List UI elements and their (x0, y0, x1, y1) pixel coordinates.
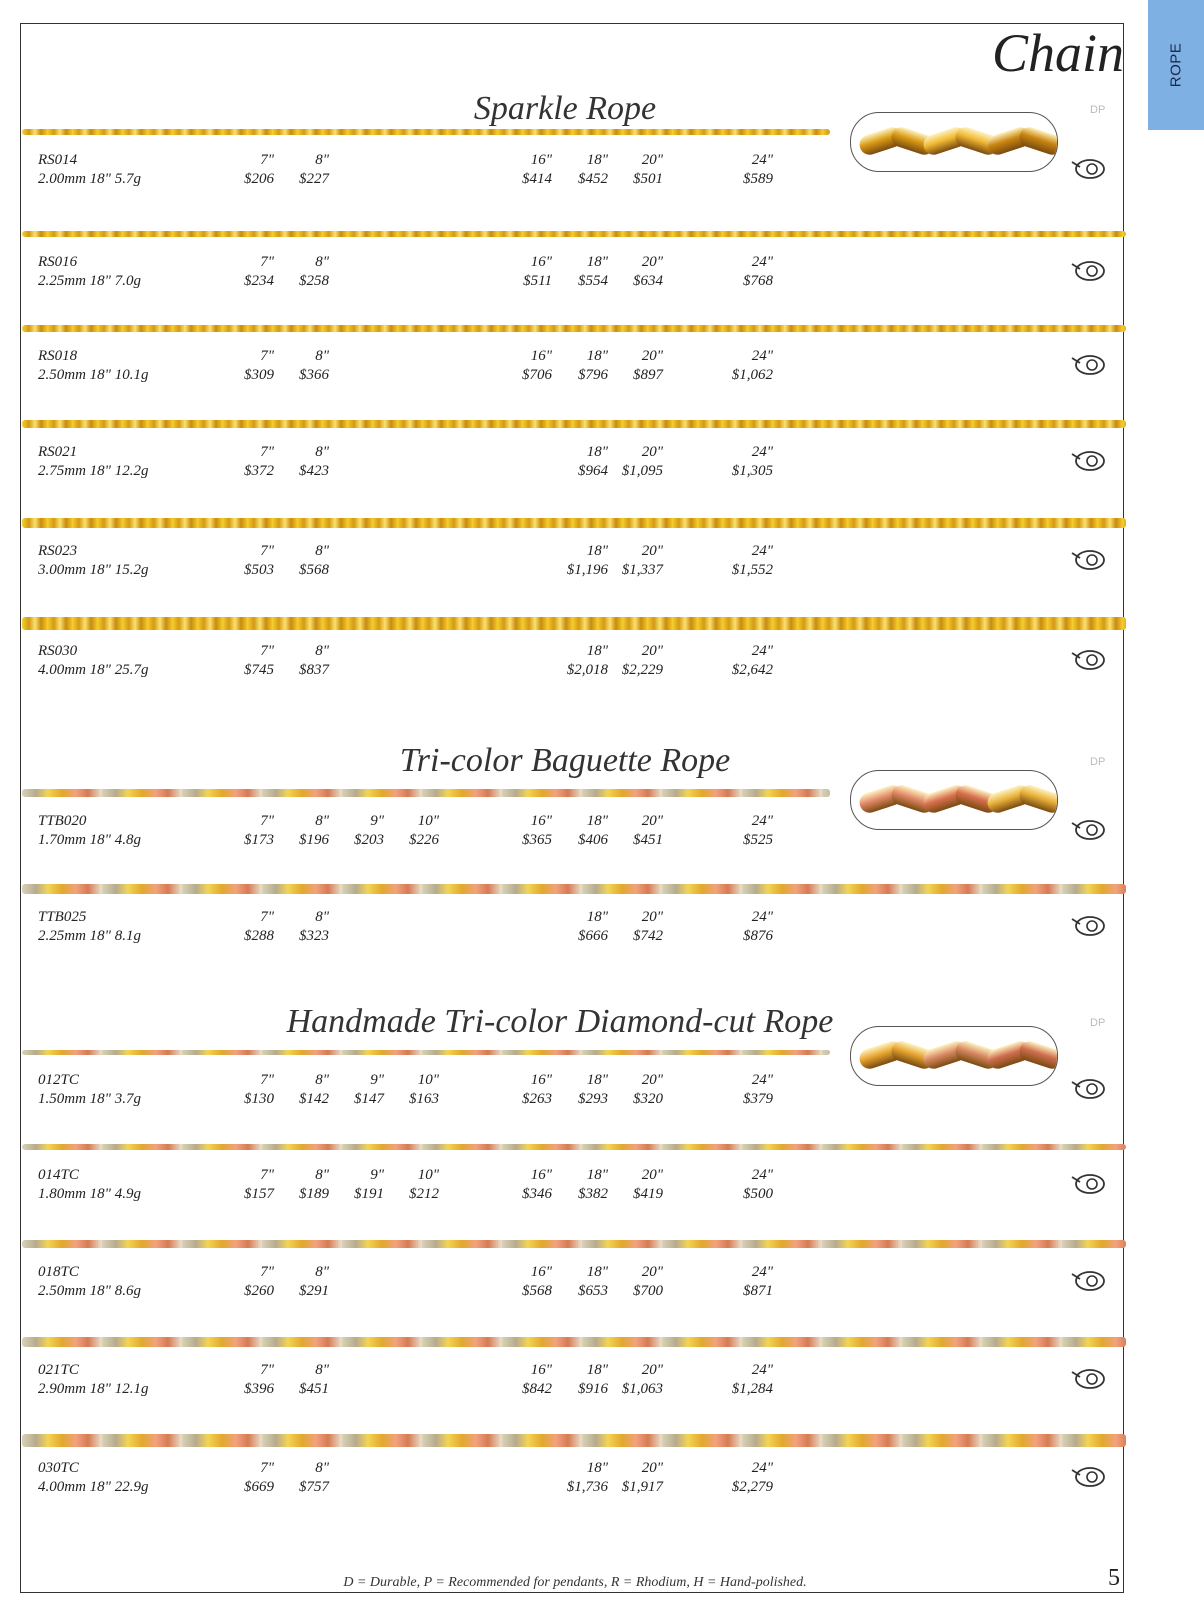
product-spec: 2.25mm 18" 8.1g (38, 928, 141, 944)
length-label: 8" (315, 348, 329, 364)
price-value: $745 (244, 662, 274, 678)
length-label: 18" (586, 152, 608, 168)
price-value: $768 (743, 273, 773, 289)
product-code: RS014 (38, 152, 78, 168)
price-value: $666 (578, 928, 608, 944)
length-label: 24" (751, 813, 773, 829)
length-label: 8" (315, 1460, 329, 1476)
chain-image (22, 420, 1126, 428)
product-code: RS016 (38, 254, 78, 270)
length-label: 20" (641, 813, 663, 829)
length-label: 20" (641, 1167, 663, 1183)
length-label: 20" (641, 152, 663, 168)
chain-image (22, 231, 1126, 237)
price-value: $191 (354, 1186, 384, 1202)
price-value: $323 (299, 928, 329, 944)
length-label: 8" (315, 1167, 329, 1183)
product-spec: 2.00mm 18" 5.7g (38, 171, 141, 187)
price-value: $366 (299, 367, 329, 383)
price-value: $291 (299, 1283, 329, 1299)
price-value: $452 (578, 171, 608, 187)
length-label: 24" (751, 1167, 773, 1183)
price-value: $346 (522, 1186, 552, 1202)
product-spec: 2.50mm 18" 10.1g (38, 367, 149, 383)
section-title: Sparkle Rope (473, 90, 657, 127)
length-label: 18" (586, 813, 608, 829)
price-value: $2,642 (731, 662, 773, 678)
price-value: $501 (633, 171, 663, 187)
price-value: $871 (743, 1283, 773, 1299)
length-label: 18" (586, 1264, 608, 1280)
product-spec: 4.00mm 18" 25.7g (38, 662, 149, 678)
price-value: $2,018 (566, 662, 608, 678)
length-label: 8" (315, 1362, 329, 1378)
product-spec: 4.00mm 18" 22.9g (38, 1479, 149, 1495)
lobster-clasp-icon (1068, 352, 1108, 378)
length-label: 24" (751, 444, 773, 460)
price-value: $589 (743, 171, 773, 187)
lobster-clasp-icon (1068, 817, 1108, 843)
zoom-link (1017, 783, 1058, 816)
price-value: $320 (633, 1091, 663, 1107)
price-value: $293 (578, 1091, 608, 1107)
dp-mark: DP (1090, 756, 1106, 768)
price-value: $897 (633, 367, 663, 383)
price-value: $451 (299, 1381, 329, 1397)
length-label: 20" (641, 1460, 663, 1476)
price-value: $234 (244, 273, 274, 289)
dp-mark: DP (1090, 1017, 1106, 1029)
length-label: 16" (530, 152, 552, 168)
length-label: 20" (641, 254, 663, 270)
length-label: 18" (586, 543, 608, 559)
lobster-clasp-icon (1068, 1171, 1108, 1197)
chain-image (22, 617, 1126, 630)
length-label: 20" (641, 543, 663, 559)
price-value: $511 (523, 273, 552, 289)
price-value: $525 (743, 832, 773, 848)
length-label: 24" (751, 152, 773, 168)
length-label: 16" (530, 348, 552, 364)
length-label: 18" (586, 254, 608, 270)
lobster-clasp-icon (1068, 647, 1108, 673)
lobster-clasp-icon (1068, 1076, 1108, 1102)
price-value: $396 (244, 1381, 274, 1397)
product-spec: 2.75mm 18" 12.2g (38, 463, 149, 479)
dp-mark: DP (1090, 104, 1106, 116)
product-spec: 1.50mm 18" 3.7g (38, 1091, 141, 1107)
product-code: 030TC (38, 1460, 79, 1476)
lobster-clasp-icon (1068, 448, 1108, 474)
price-value: $263 (522, 1091, 552, 1107)
price-value: $130 (244, 1091, 274, 1107)
price-value: $964 (578, 463, 608, 479)
chain-image (22, 1050, 830, 1055)
product-code: 014TC (38, 1167, 79, 1183)
length-label: 7" (260, 1072, 274, 1088)
length-label: 7" (260, 1264, 274, 1280)
price-value: $700 (633, 1283, 663, 1299)
product-code: 021TC (38, 1362, 79, 1378)
price-value: $837 (299, 662, 329, 678)
length-label: 16" (530, 254, 552, 270)
length-label: 16" (530, 1362, 552, 1378)
side-tab-label: ROPE (1167, 42, 1185, 88)
price-value: $1,305 (731, 463, 773, 479)
length-label: 20" (641, 643, 663, 659)
chain-image (22, 518, 1126, 528)
chain-detail-zoom (850, 1026, 1058, 1086)
product-spec: 3.00mm 18" 15.2g (38, 562, 149, 578)
price-value: $451 (633, 832, 663, 848)
price-value: $203 (354, 832, 384, 848)
length-label: 7" (260, 909, 274, 925)
length-label: 8" (315, 152, 329, 168)
product-code: 012TC (38, 1072, 79, 1088)
length-label: 24" (751, 1072, 773, 1088)
price-value: $423 (299, 463, 329, 479)
length-label: 16" (530, 813, 552, 829)
length-label: 18" (586, 1167, 608, 1183)
product-spec: 2.25mm 18" 7.0g (38, 273, 141, 289)
price-value: $2,279 (731, 1479, 773, 1495)
side-tab-rope[interactable] (1148, 0, 1204, 130)
length-label: 24" (751, 543, 773, 559)
price-value: $379 (743, 1091, 773, 1107)
lobster-clasp-icon (1068, 913, 1108, 939)
section-title: Handmade Tri-color Diamond-cut Rope (286, 1003, 834, 1040)
lobster-clasp-icon (1068, 156, 1108, 182)
price-value: $876 (743, 928, 773, 944)
price-value: $147 (354, 1091, 384, 1107)
length-label: 10" (417, 1072, 439, 1088)
price-value: $706 (522, 367, 552, 383)
price-value: $1,736 (566, 1479, 608, 1495)
length-label: 16" (530, 1264, 552, 1280)
product-code: TTB020 (38, 813, 87, 829)
length-label: 20" (641, 1264, 663, 1280)
length-label: 24" (751, 348, 773, 364)
price-value: $669 (244, 1479, 274, 1495)
price-value: $227 (299, 171, 329, 187)
length-label: 7" (260, 348, 274, 364)
length-label: 18" (586, 643, 608, 659)
footnote: D = Durable, P = Recommended for pendants, R = Rhodium, H = Hand-polished. (343, 1575, 807, 1590)
price-value: $365 (522, 832, 552, 848)
price-value: $2,229 (621, 662, 663, 678)
page-title: Chain (991, 23, 1124, 83)
price-value: $757 (299, 1479, 329, 1495)
length-label: 8" (315, 444, 329, 460)
zoom-link (1017, 1039, 1058, 1072)
price-value: $554 (578, 273, 608, 289)
length-label: 20" (641, 444, 663, 460)
price-value: $796 (578, 367, 608, 383)
length-label: 7" (260, 254, 274, 270)
price-value: $1,095 (621, 463, 663, 479)
price-value: $742 (633, 928, 663, 944)
length-label: 24" (751, 1362, 773, 1378)
length-label: 20" (641, 1362, 663, 1378)
chain-detail-zoom (850, 112, 1058, 172)
product-code: RS018 (38, 348, 78, 364)
length-label: 10" (417, 813, 439, 829)
length-label: 18" (586, 909, 608, 925)
price-value: $142 (299, 1091, 329, 1107)
price-value: $568 (522, 1283, 552, 1299)
chain-detail-zoom (850, 770, 1058, 830)
product-spec: 2.50mm 18" 8.6g (38, 1283, 141, 1299)
length-label: 18" (586, 444, 608, 460)
length-label: 24" (751, 1264, 773, 1280)
price-value: $157 (244, 1186, 274, 1202)
length-label: 24" (751, 254, 773, 270)
chain-image (22, 1240, 1126, 1248)
price-value: $1,196 (566, 562, 608, 578)
price-value: $406 (578, 832, 608, 848)
length-label: 18" (586, 1362, 608, 1378)
section-title: Tri-color Baguette Rope (399, 742, 731, 779)
length-label: 9" (370, 1167, 384, 1183)
price-value: $212 (409, 1186, 439, 1202)
product-spec: 1.80mm 18" 4.9g (38, 1186, 141, 1202)
length-label: 7" (260, 813, 274, 829)
length-label: 24" (751, 909, 773, 925)
lobster-clasp-icon (1068, 1366, 1108, 1392)
length-label: 8" (315, 909, 329, 925)
price-value: $842 (522, 1381, 552, 1397)
length-label: 24" (751, 1460, 773, 1476)
length-label: 7" (260, 152, 274, 168)
price-value: $414 (522, 171, 552, 187)
length-label: 24" (751, 643, 773, 659)
price-value: $372 (244, 463, 274, 479)
length-label: 10" (417, 1167, 439, 1183)
length-label: 16" (530, 1072, 552, 1088)
price-value: $419 (633, 1186, 663, 1202)
price-value: $226 (409, 832, 439, 848)
length-label: 16" (530, 1167, 552, 1183)
length-label: 18" (586, 348, 608, 364)
price-value: $634 (633, 273, 663, 289)
price-value: $163 (409, 1091, 439, 1107)
price-value: $1,917 (621, 1479, 663, 1495)
length-label: 8" (315, 1072, 329, 1088)
product-spec: 2.90mm 18" 12.1g (38, 1381, 149, 1397)
price-value: $916 (578, 1381, 608, 1397)
length-label: 18" (586, 1072, 608, 1088)
length-label: 7" (260, 1167, 274, 1183)
price-value: $653 (578, 1283, 608, 1299)
price-value: $173 (244, 832, 274, 848)
length-label: 7" (260, 543, 274, 559)
length-label: 8" (315, 254, 329, 270)
chain-image (22, 884, 1126, 894)
price-value: $189 (299, 1186, 329, 1202)
product-code: RS023 (38, 543, 78, 559)
price-value: $206 (244, 171, 274, 187)
price-value: $1,552 (731, 562, 773, 578)
price-value: $1,284 (731, 1381, 773, 1397)
product-code: TTB025 (38, 909, 87, 925)
price-value: $258 (299, 273, 329, 289)
length-label: 8" (315, 543, 329, 559)
chain-image (22, 325, 1126, 332)
lobster-clasp-icon (1068, 1464, 1108, 1490)
product-code: RS021 (38, 444, 78, 460)
length-label: 9" (370, 1072, 384, 1088)
page-number: 5 (1108, 1565, 1120, 1591)
length-label: 9" (370, 813, 384, 829)
price-value: $1,062 (731, 367, 773, 383)
length-label: 20" (641, 909, 663, 925)
length-label: 7" (260, 643, 274, 659)
length-label: 18" (586, 1460, 608, 1476)
price-value: $382 (578, 1186, 608, 1202)
chain-image (22, 1434, 1126, 1447)
lobster-clasp-icon (1068, 258, 1108, 284)
chain-image (22, 1337, 1126, 1347)
length-label: 7" (260, 444, 274, 460)
price-value: $1,063 (621, 1381, 663, 1397)
price-value: $500 (743, 1186, 773, 1202)
price-value: $260 (244, 1283, 274, 1299)
chain-image (22, 129, 830, 135)
product-code: 018TC (38, 1264, 79, 1280)
product-code: RS030 (38, 643, 78, 659)
price-value: $196 (299, 832, 329, 848)
chain-image (22, 789, 830, 797)
product-spec: 1.70mm 18" 4.8g (38, 832, 141, 848)
length-label: 7" (260, 1460, 274, 1476)
price-value: $568 (299, 562, 329, 578)
zoom-link (1017, 125, 1058, 158)
length-label: 8" (315, 1264, 329, 1280)
price-value: $309 (244, 367, 274, 383)
price-value: $288 (244, 928, 274, 944)
chain-image (22, 1144, 1126, 1150)
lobster-clasp-icon (1068, 1268, 1108, 1294)
length-label: 20" (641, 1072, 663, 1088)
lobster-clasp-icon (1068, 547, 1108, 573)
length-label: 7" (260, 1362, 274, 1378)
length-label: 20" (641, 348, 663, 364)
length-label: 8" (315, 643, 329, 659)
price-value: $503 (244, 562, 274, 578)
price-value: $1,337 (621, 562, 663, 578)
length-label: 8" (315, 813, 329, 829)
